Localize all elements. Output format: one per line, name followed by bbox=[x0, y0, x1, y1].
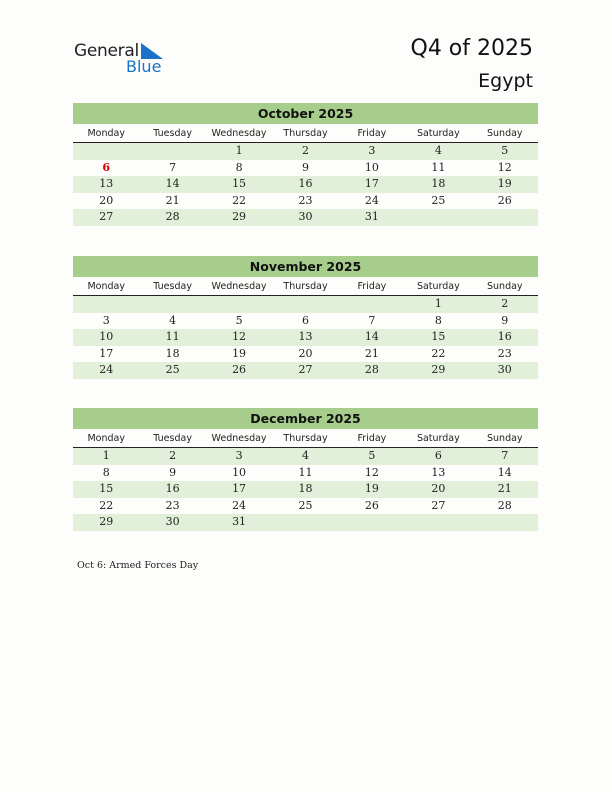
day-cell: 16 bbox=[298, 177, 313, 191]
day-cell: 15 bbox=[232, 177, 247, 191]
day-cell bbox=[405, 514, 471, 531]
day-cell: 24 bbox=[364, 193, 379, 207]
day-cell: 4 bbox=[301, 449, 309, 462]
day-cell: 22 bbox=[232, 193, 247, 207]
day-cell: 7 bbox=[169, 160, 177, 174]
brand-logo bbox=[74, 41, 174, 77]
day-cell: 29 bbox=[431, 363, 446, 377]
weekday-header-row bbox=[73, 126, 538, 143]
day-cell: 12 bbox=[497, 160, 512, 174]
brand-word-general: General bbox=[74, 41, 139, 61]
day-cell: 28 bbox=[497, 498, 512, 512]
day-cell bbox=[272, 296, 338, 313]
weekday-label: Wednesday bbox=[211, 128, 267, 139]
week-row bbox=[73, 498, 538, 515]
weekday-label: Sunday bbox=[487, 281, 523, 292]
day-cell: 27 bbox=[298, 363, 313, 377]
day-cell: 14 bbox=[364, 330, 379, 344]
weekday-label: Monday bbox=[87, 128, 125, 139]
day-cell: 17 bbox=[364, 177, 379, 191]
day-cell: 11 bbox=[298, 465, 313, 479]
day-cell bbox=[139, 296, 205, 313]
day-cell: 19 bbox=[497, 177, 512, 191]
day-cell: 18 bbox=[165, 346, 180, 360]
day-cell: 23 bbox=[165, 498, 180, 512]
weekday-header-row bbox=[73, 279, 538, 296]
day-cell bbox=[206, 296, 272, 313]
day-cell: 16 bbox=[165, 482, 180, 496]
day-cell: 11 bbox=[165, 330, 180, 344]
day-cell bbox=[405, 209, 471, 226]
day-cell: 5 bbox=[368, 449, 376, 462]
day-cell: 17 bbox=[99, 346, 114, 360]
weekday-label: Sunday bbox=[487, 128, 523, 139]
week-row bbox=[73, 448, 538, 465]
day-cell: 31 bbox=[232, 515, 247, 529]
day-cell: 25 bbox=[298, 498, 313, 512]
month-calendar bbox=[73, 408, 538, 531]
week-row bbox=[73, 296, 538, 313]
week-row bbox=[73, 160, 538, 177]
day-cell: 21 bbox=[165, 193, 180, 207]
day-cell: 7 bbox=[501, 449, 509, 462]
week-row bbox=[73, 514, 538, 531]
day-cell: 24 bbox=[99, 363, 114, 377]
day-cell: 18 bbox=[431, 177, 446, 191]
weekday-label: Tuesday bbox=[153, 128, 192, 139]
day-cell bbox=[472, 514, 538, 531]
day-cell: 12 bbox=[232, 330, 247, 344]
day-cell: 6 bbox=[434, 449, 442, 462]
day-cell: 23 bbox=[298, 193, 313, 207]
day-cell: 1 bbox=[102, 449, 110, 462]
day-cell: 10 bbox=[99, 330, 114, 344]
weekday-label: Sunday bbox=[487, 433, 523, 444]
weekday-label: Tuesday bbox=[153, 433, 192, 444]
day-cell: 9 bbox=[301, 160, 309, 174]
day-cell: 26 bbox=[364, 498, 379, 512]
day-cell bbox=[73, 296, 139, 313]
weekday-label: Wednesday bbox=[211, 281, 267, 292]
weekday-label: Friday bbox=[357, 128, 387, 139]
week-row bbox=[73, 481, 538, 498]
day-cell: 9 bbox=[501, 313, 509, 327]
month-title: December 2025 bbox=[73, 408, 538, 429]
day-cell: 4 bbox=[169, 313, 177, 327]
weekday-label: Tuesday bbox=[153, 281, 192, 292]
day-cell: 6 bbox=[301, 313, 309, 327]
month-calendar bbox=[73, 256, 538, 379]
day-cell: 20 bbox=[298, 346, 313, 360]
day-cell: 26 bbox=[232, 363, 247, 377]
week-row bbox=[73, 362, 538, 379]
day-cell: 27 bbox=[99, 210, 114, 224]
day-cell bbox=[339, 514, 405, 531]
day-cell: 30 bbox=[165, 515, 180, 529]
day-cell: 21 bbox=[497, 482, 512, 496]
weekday-label: Monday bbox=[87, 281, 125, 292]
weekday-label: Friday bbox=[357, 281, 387, 292]
week-row bbox=[73, 465, 538, 482]
weekday-label: Saturday bbox=[416, 433, 460, 444]
day-cell: 9 bbox=[169, 465, 177, 479]
week-row bbox=[73, 193, 538, 210]
day-cell: 5 bbox=[501, 144, 509, 157]
day-cell: 22 bbox=[99, 498, 114, 512]
day-cell: 8 bbox=[102, 465, 110, 479]
day-cell: 1 bbox=[235, 144, 243, 157]
day-cell: 12 bbox=[364, 465, 379, 479]
day-cell: 3 bbox=[235, 449, 243, 462]
day-cell: 19 bbox=[232, 346, 247, 360]
day-cell: 8 bbox=[235, 160, 243, 174]
brand-word-blue: Blue bbox=[126, 57, 162, 76]
day-cell bbox=[339, 296, 405, 313]
day-cell: 16 bbox=[497, 330, 512, 344]
day-cell: 25 bbox=[165, 363, 180, 377]
day-cell: 29 bbox=[99, 515, 114, 529]
day-cell: 24 bbox=[232, 498, 247, 512]
weekday-label: Wednesday bbox=[211, 433, 267, 444]
day-cell: 7 bbox=[368, 313, 376, 327]
weekday-label: Thursday bbox=[283, 433, 328, 444]
day-cell: 20 bbox=[99, 193, 114, 207]
day-cell: 15 bbox=[99, 482, 114, 496]
day-cell: 23 bbox=[497, 346, 512, 360]
day-cell: 3 bbox=[368, 144, 376, 157]
day-cell: 3 bbox=[102, 313, 110, 327]
day-cell: 14 bbox=[165, 177, 180, 191]
weekday-label: Thursday bbox=[283, 281, 328, 292]
day-cell: 28 bbox=[165, 210, 180, 224]
weekday-label: Friday bbox=[357, 433, 387, 444]
weekday-header-row bbox=[73, 431, 538, 448]
month-title: November 2025 bbox=[73, 256, 538, 277]
day-cell: 2 bbox=[301, 144, 309, 157]
day-cell: 13 bbox=[99, 177, 114, 191]
day-cell: 1 bbox=[434, 297, 442, 310]
week-row bbox=[73, 209, 538, 226]
day-cell: 31 bbox=[364, 210, 379, 224]
day-cell bbox=[139, 143, 205, 160]
day-cell: 18 bbox=[298, 482, 313, 496]
page-title: Q4 of 2025 bbox=[410, 36, 533, 61]
day-cell: 20 bbox=[431, 482, 446, 496]
day-cell: 19 bbox=[364, 482, 379, 496]
day-cell: 30 bbox=[497, 363, 512, 377]
day-cell: 17 bbox=[232, 482, 247, 496]
day-cell: 25 bbox=[431, 193, 446, 207]
day-cell: 10 bbox=[364, 160, 379, 174]
month-calendar bbox=[73, 103, 538, 226]
day-cell: 13 bbox=[431, 465, 446, 479]
day-cell: 27 bbox=[431, 498, 446, 512]
day-cell: 4 bbox=[434, 144, 442, 157]
month-title: October 2025 bbox=[73, 103, 538, 124]
day-cell bbox=[73, 143, 139, 160]
week-row bbox=[73, 176, 538, 193]
week-row bbox=[73, 329, 538, 346]
day-cell bbox=[272, 514, 338, 531]
country-name: Egypt bbox=[478, 70, 533, 92]
week-row bbox=[73, 143, 538, 160]
day-cell: 8 bbox=[434, 313, 442, 327]
holiday-notes bbox=[77, 560, 198, 571]
day-cell: 22 bbox=[431, 346, 446, 360]
holiday-note: Oct 6: Armed Forces Day bbox=[77, 560, 199, 571]
day-cell: 28 bbox=[364, 363, 379, 377]
day-cell: 13 bbox=[298, 330, 313, 344]
day-cell: 21 bbox=[364, 346, 379, 360]
day-cell: 2 bbox=[501, 297, 509, 310]
weekday-label: Saturday bbox=[416, 281, 460, 292]
day-cell: 26 bbox=[497, 193, 512, 207]
day-cell: 15 bbox=[431, 330, 446, 344]
day-cell: 29 bbox=[232, 210, 247, 224]
week-row bbox=[73, 346, 538, 363]
week-row bbox=[73, 313, 538, 330]
weekday-label: Saturday bbox=[416, 128, 460, 139]
day-cell: 11 bbox=[431, 160, 446, 174]
weekday-label: Monday bbox=[87, 433, 125, 444]
day-cell: 30 bbox=[298, 210, 313, 224]
weekday-label: Thursday bbox=[283, 128, 328, 139]
day-cell: 2 bbox=[169, 449, 177, 462]
day-cell: 6 bbox=[102, 160, 111, 174]
day-cell: 10 bbox=[232, 465, 247, 479]
day-cell: 14 bbox=[497, 465, 512, 479]
day-cell: 5 bbox=[235, 313, 243, 327]
day-cell bbox=[472, 209, 538, 226]
